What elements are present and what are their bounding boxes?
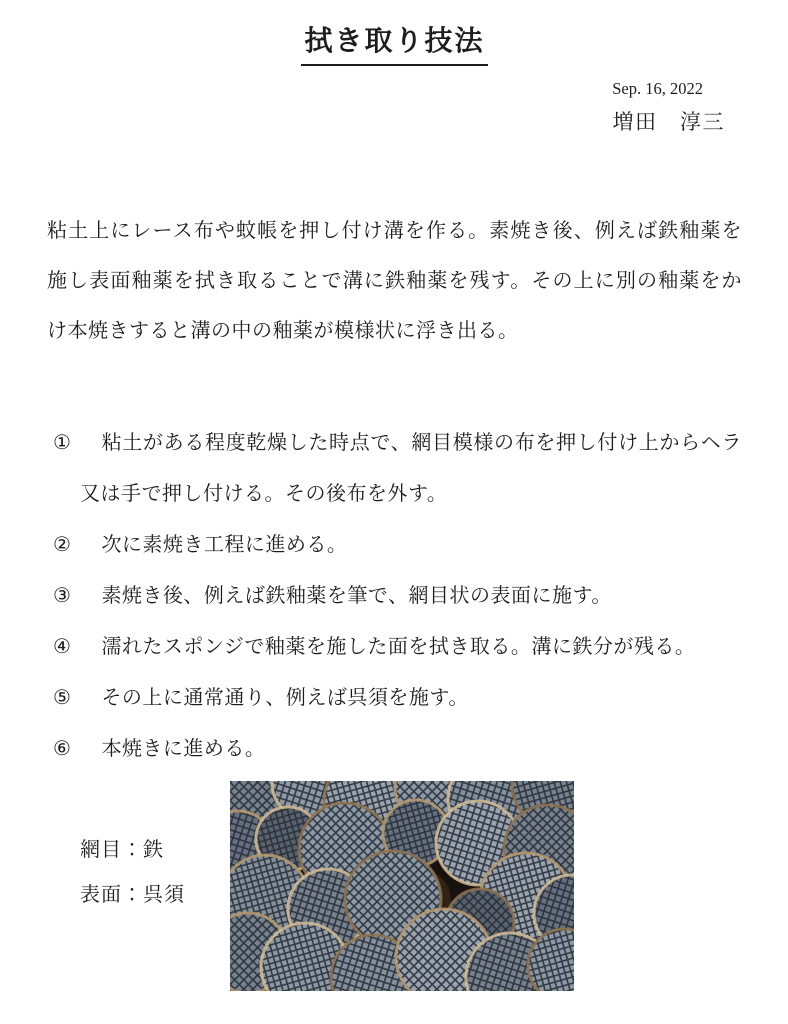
caption-surface: 表面：呉須 (80, 884, 185, 906)
step-item-1 (47, 418, 742, 520)
step-item-5 (47, 673, 742, 724)
figure-section (47, 781, 742, 991)
step-text-4: 濡れたスポンジで釉薬を施した面を拭き取る。溝に鉄分が残る。 (101, 636, 696, 658)
document-date: Sep. 16, 2022 (612, 79, 703, 98)
caption-mesh: 網目：鉄 (80, 839, 164, 861)
step-text-5: その上に通常通り、例えば呉須を施す。 (101, 687, 469, 709)
step-item-2 (47, 520, 742, 571)
intro-paragraph: 粘土上にレース布や蚊帳を押し付け溝を作る。素焼き後、例えば鉄釉薬を施し表面釉薬を拭き取ることで溝に鉄釉薬を残す。その上に別の釉薬をかけ本焼きすると溝の中の釉薬が模様状に浮き出る。 (47, 220, 742, 342)
step-number-4: ④ (53, 636, 72, 658)
step-number-3: ③ (53, 585, 72, 607)
byline (47, 79, 742, 136)
step-number-2: ② (53, 534, 72, 556)
author-name: 増田 淳三 (612, 110, 725, 134)
steps-list (47, 418, 742, 775)
step-text-3: 素焼き後、例えば鉄釉薬を筆で、網目状の表面に施す。 (101, 585, 612, 607)
ceramic-photo (230, 781, 574, 991)
step-text-6: 本焼きに進める。 (101, 738, 266, 760)
step-item-4 (47, 622, 742, 673)
step-number-6: ⑥ (53, 738, 72, 760)
ceramic-photo-image (230, 781, 574, 991)
photo-captions (47, 781, 230, 991)
step-text-1: 粘土がある程度乾燥した時点で、網目模様の布を押し付け上からヘラ又は手で押し付ける。その後布を外す。 (80, 432, 742, 505)
step-number-5: ⑤ (53, 687, 72, 709)
step-text-2: 次に素焼き工程に進める。 (101, 534, 348, 556)
step-item-6 (47, 724, 742, 775)
page-title: 拭き取り技法 (301, 22, 487, 66)
step-number-1: ① (53, 432, 72, 454)
step-item-3 (47, 571, 742, 622)
title-heading (47, 22, 742, 66)
